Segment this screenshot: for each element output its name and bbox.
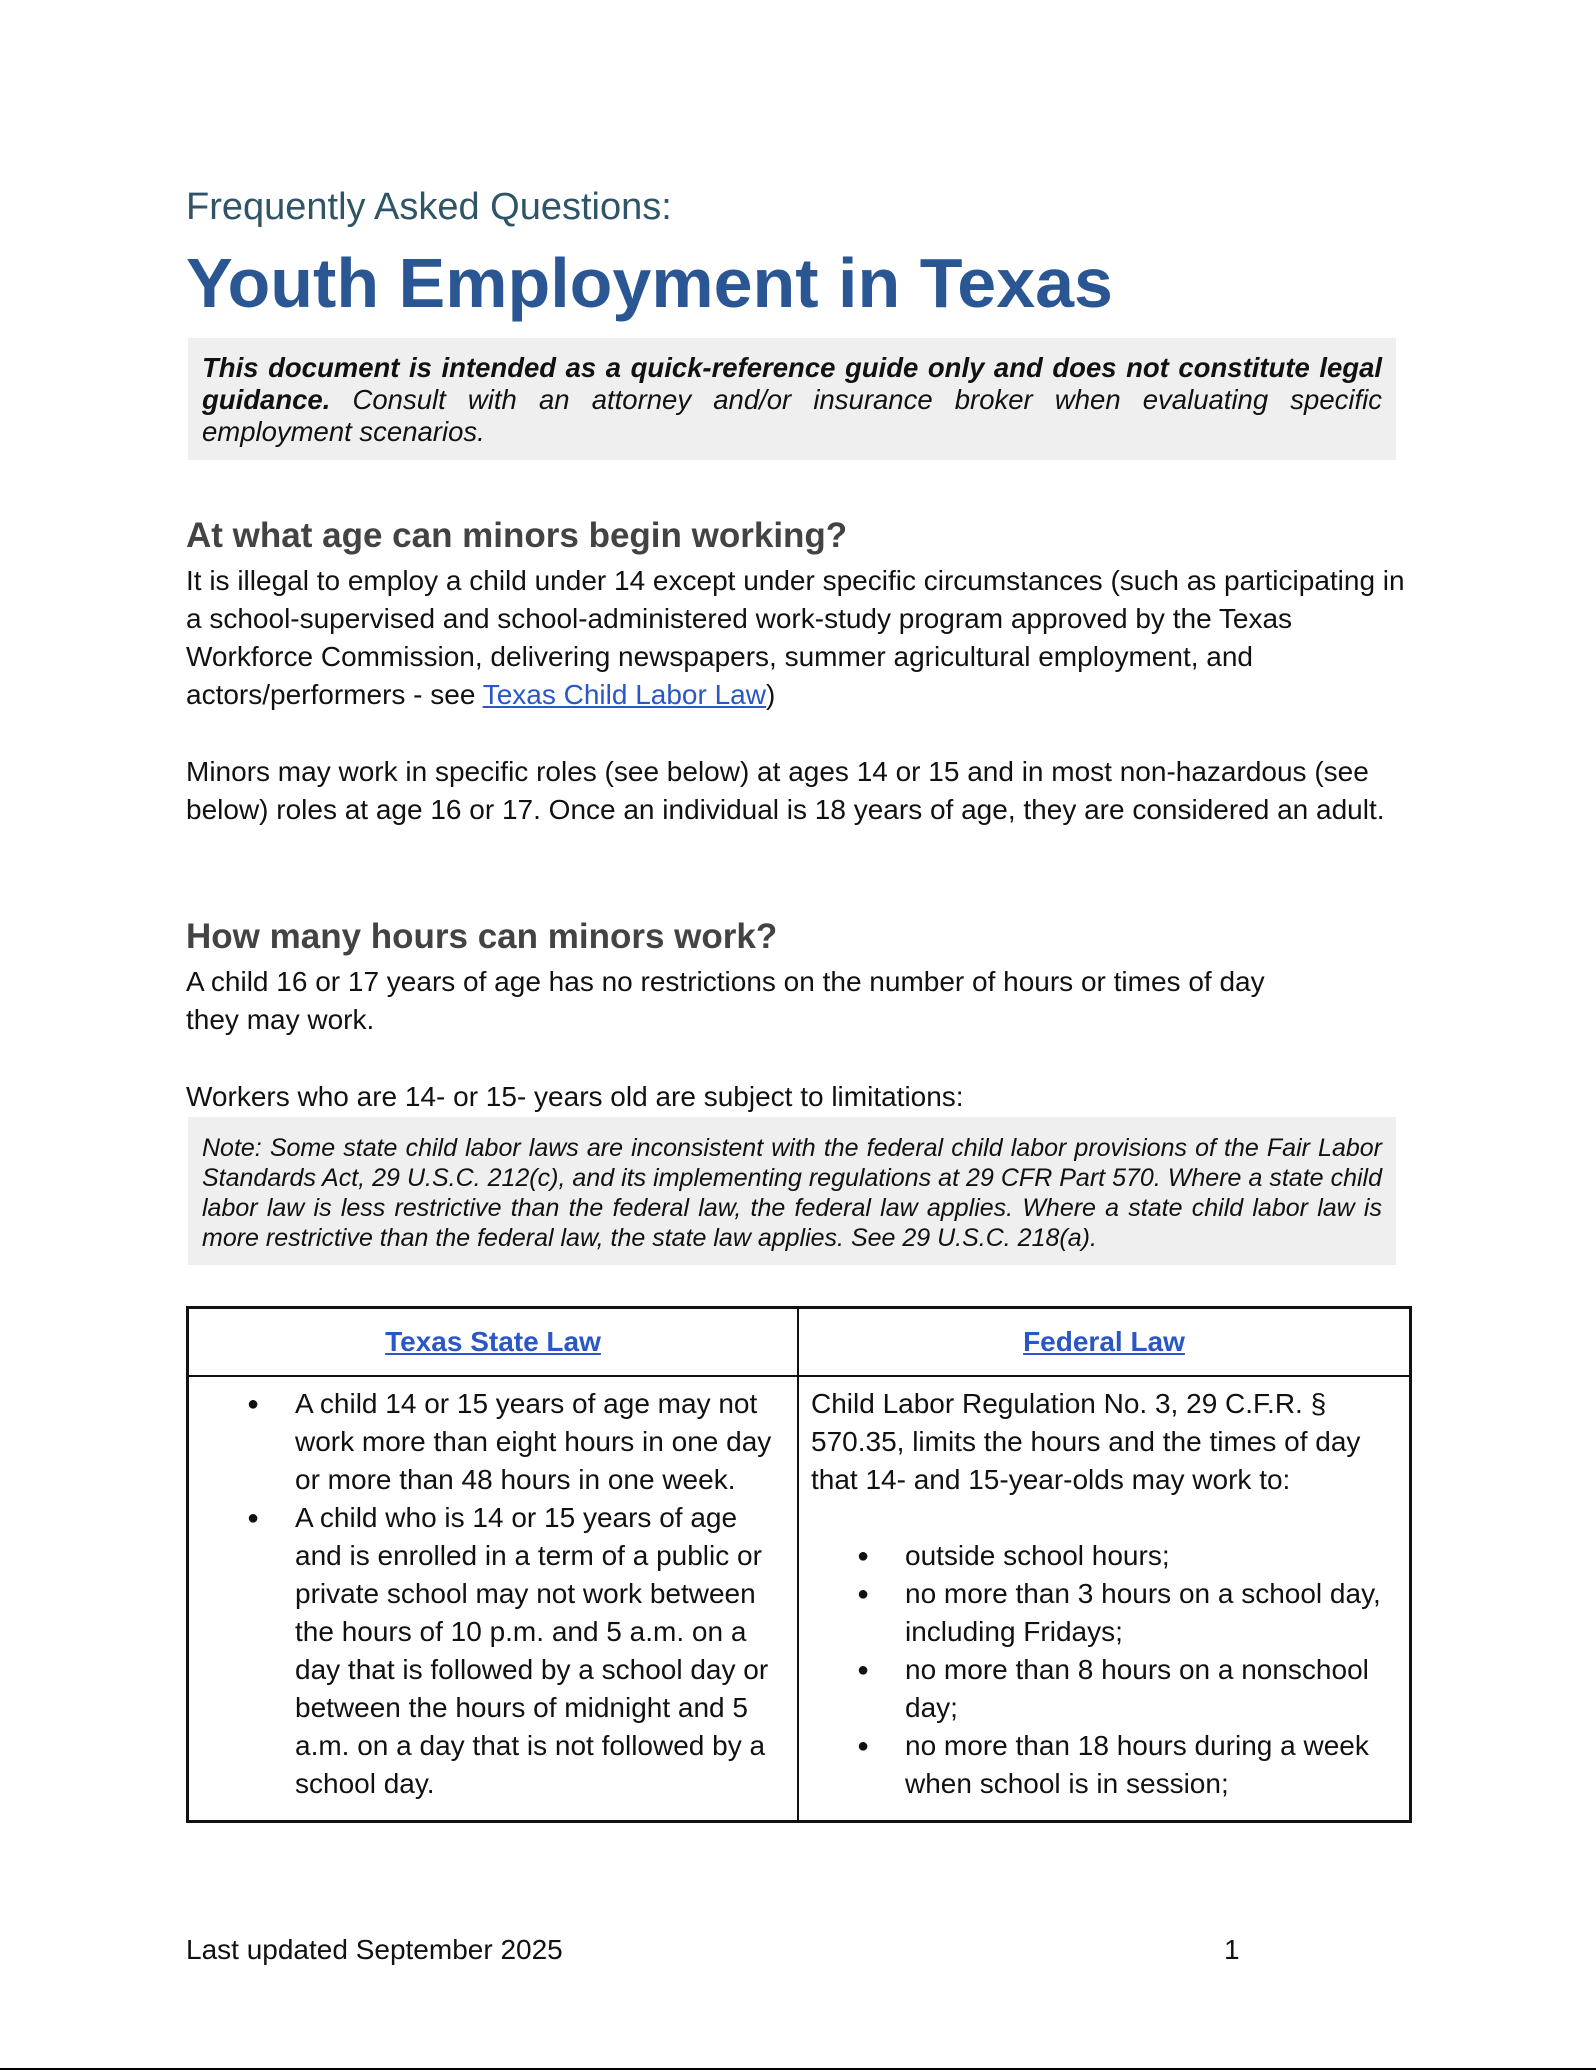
age-paragraph-text: It is illegal to employ a child under 14 except under specific circumstances (such as participating in a school-supervised and school-administered work-study program approved by the Texas Workforce Commission, delivering newspapers, summer agricultural employment, and actors/performers - see bbox=[186, 565, 1405, 710]
list-item: ● no more than 8 hours on a nonschool day; bbox=[857, 1651, 1395, 1727]
disclaimer-box bbox=[188, 338, 1396, 460]
age-paragraph-2: Minors may work in specific roles (see below) at ages 14 or 15 and in most non-hazardous (see below) roles at age 16 or 17. Once an individual is 18 years of age, they are considered an adult. bbox=[186, 756, 1385, 825]
table-header-federal bbox=[799, 1309, 1409, 1377]
hours-paragraph-1 bbox=[186, 963, 1412, 1039]
texas-child-labor-law-link[interactable]: Texas Child Labor Law bbox=[482, 679, 766, 710]
list-item: ● no more than 3 hours on a school day, including Fridays; bbox=[857, 1575, 1395, 1651]
federal-law-link[interactable]: Federal Law bbox=[1023, 1326, 1185, 1357]
list-item: ● no more than 18 hours during a week when school is in session; bbox=[857, 1727, 1395, 1803]
section-heading-hours: How many hours can minors work? bbox=[186, 917, 778, 956]
table-header-state bbox=[189, 1309, 799, 1377]
document-title: Youth Employment in Texas bbox=[186, 244, 1113, 322]
state-law-list bbox=[247, 1385, 789, 1803]
list-item: ● A child who is 14 or 15 years of age and is enrolled in a term of a public or private school may not work between the hours of 10 p.m. and 5 a.m. on a day that is followed by a school day or between the hours of midnight and 5 a.m. on a day that is not followed by a school day. bbox=[247, 1499, 789, 1803]
disclaimer-bold-text: This document is intended as a quick-reference guide only and does not constitute legal guidance. bbox=[202, 352, 1382, 415]
federal-law-cell bbox=[799, 1377, 1409, 1820]
document-subtitle: Frequently Asked Questions: bbox=[186, 186, 672, 228]
age-paragraph-1 bbox=[186, 562, 1412, 714]
list-item: ● outside school hours; bbox=[857, 1537, 1395, 1575]
federal-intro: Child Labor Regulation No. 3, 29 C.F.R. § 570.35, limits the hours and the times of day that 14- and 15-year-olds may work to: bbox=[811, 1388, 1361, 1495]
state-law-cell bbox=[189, 1377, 799, 1820]
hours-paragraph-2: Workers who are 14- or 15- years old are subject to limitations: bbox=[186, 1081, 964, 1112]
section-heading-age: At what age can minors begin working? bbox=[186, 516, 848, 555]
hours-comparison-table bbox=[186, 1306, 1412, 1823]
texas-state-law-link[interactable]: Texas State Law bbox=[385, 1326, 601, 1357]
age-paragraph-close: ) bbox=[765, 679, 776, 710]
last-updated: Last updated September 2025 bbox=[186, 1934, 563, 1965]
hours-paragraph-line-1: A child 16 or 17 years of age has no restrictions on the number of hours or times of day bbox=[186, 966, 1265, 997]
page-number: 1 bbox=[1224, 1934, 1240, 1965]
disclaimer-text: Consult with an attorney and/or insurance broker when evaluating specific employment scenarios. bbox=[202, 384, 1382, 447]
federal-law-list bbox=[811, 1537, 1395, 1803]
federal-note-box: Note: Some state child labor laws are inconsistent with the federal child labor provisions of the Fair Labor Standards Act, 29 U.S.C. 212(c), and its implementing regulations at 29 CFR Part 570. Where a state child labor law is less restrictive than the federal law, the federal law applies. Where a state child labor law is more restrictive than the federal law, the state law applies. See 29 U.S.C. 218(a). bbox=[188, 1117, 1396, 1265]
list-item: ● A child 14 or 15 years of age may not work more than eight hours in one day or more than 48 hours in one week. bbox=[247, 1385, 789, 1499]
hours-paragraph-line-2: they may work. bbox=[186, 1004, 375, 1035]
